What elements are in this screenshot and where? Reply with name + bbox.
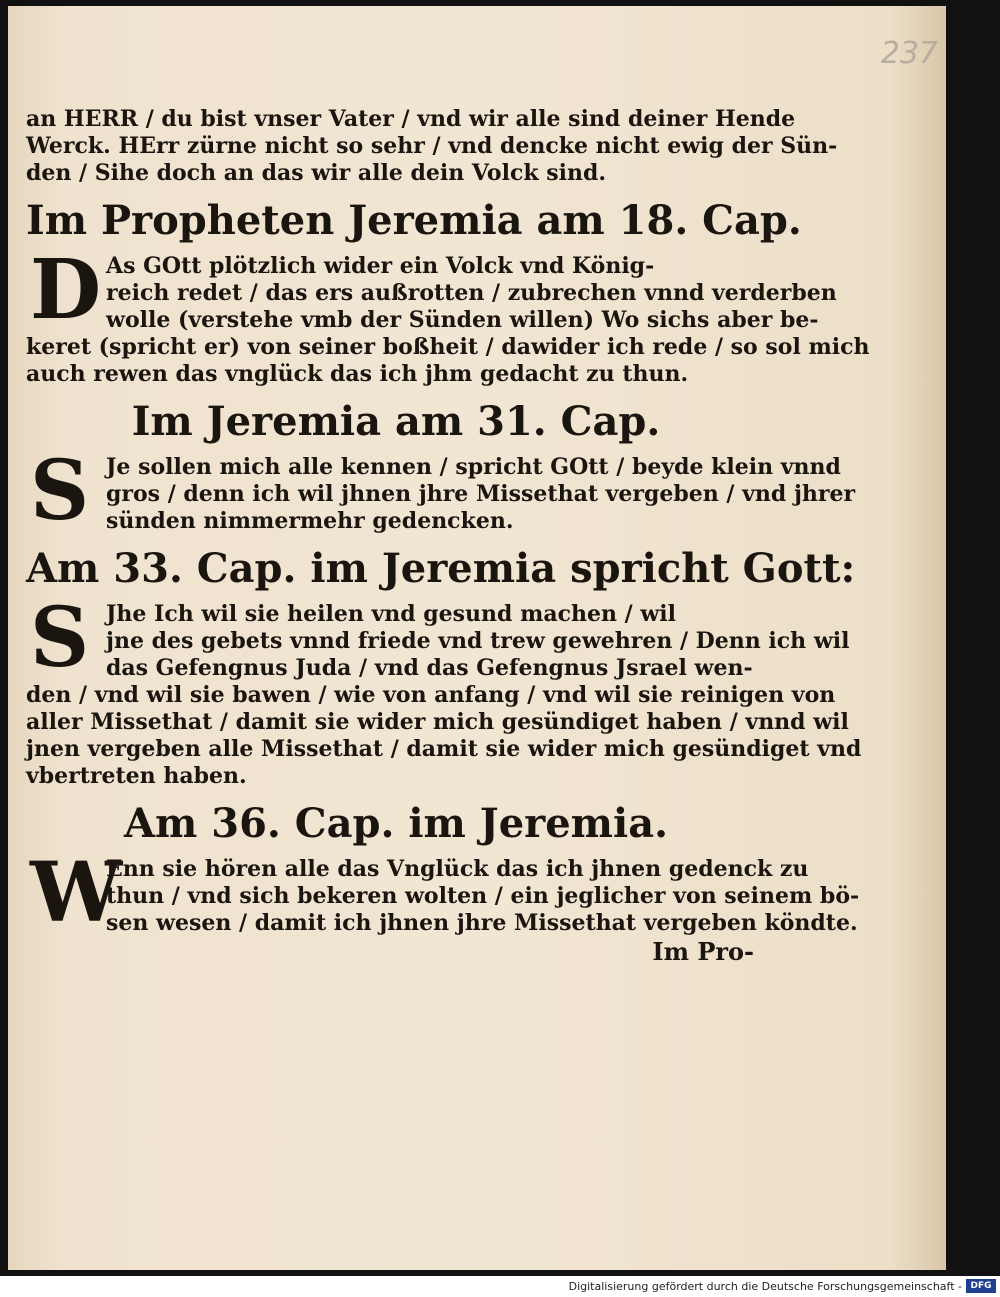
section-paragraph [26,590,862,790]
text-line: wolle (verstehe vmb der Sünden willen) Wo sichs aber be- [106,307,819,333]
section-heading: Im Jeremia am 31. Cap. [131,398,661,445]
text-line: jnen vergeben alle Missethat / damit sie wider mich gesündiget vnd [26,736,862,762]
section-paragraph [26,242,870,388]
drop-cap: S [30,443,90,539]
text-line: Jhe Ich wil sie heilen vnd gesund machen / wil [106,601,677,627]
text-line: an HERR / du bist vnser Vater / vnd wir alle sind deiner Hende [26,106,796,132]
section-paragraph [26,443,856,539]
text-line: thun / vnd sich bekeren wolten / ein jeglicher von seinem bö- [106,883,860,909]
text-line: Enn sie hören alle das Vnglück das ich jhnen gedenck zu [106,856,809,882]
drop-cap: W [30,845,123,941]
dfg-logo-icon[interactable]: DFG [966,1279,996,1293]
text-line: Je sollen mich alle kennen / spricht GOtt / beyde klein vnnd [106,454,841,480]
text-line: reich redet / das ers außrotten / zubrechen vnnd verderben [106,280,837,306]
footer-credit: Digitalisierung gefördert durch die Deutsche Forschungsgemeinschaft - [568,1280,962,1293]
text-line: aller Missethat / damit sie wider mich gesündiget haben / vnnd wil [26,709,849,735]
drop-cap: D [30,242,102,338]
section-paragraph [26,845,860,941]
text-line: den / vnd wil sie bawen / wie von anfang / vnd wil sie reinigen von [26,682,836,708]
page-text [26,106,870,967]
section-heading: Im Propheten Jeremia am 18. Cap. [26,197,802,244]
text-line: keret (spricht er) von seiner boßheit / dawider ich rede / so sol mich [26,334,870,360]
text-line: jne des gebets vnnd friede vnd trew gewehren / Denn ich wil [106,628,850,654]
text-line: auch rewen das vnglück das ich jhm gedacht zu thun. [26,361,689,387]
section-heading: Am 36. Cap. im Jeremia. [123,800,669,847]
opening-paragraph [26,106,838,187]
catchword: Im Pro- [652,937,754,966]
text-line: As GOtt plötzlich wider ein Volck vnd König- [106,253,655,279]
text-line: den / Sihe doch an das wir alle dein Volck sind. [26,160,607,186]
text-line: sünden nimmermehr gedencken. [106,508,514,534]
page-number: 237 [880,36,938,71]
drop-cap: S [30,590,90,686]
footer-bar [0,1276,1000,1297]
text-line: das Gefengnus Juda / vnd das Gefengnus Jsrael wen- [106,655,753,681]
text-line: Werck. HErr zürne nicht so sehr / vnd dencke nicht ewig der Sün- [26,133,838,159]
text-line: vbertreten haben. [26,763,247,789]
text-line: gros / denn ich wil jhnen jhre Missethat vergeben / vnd jhrer [106,481,856,507]
book-page [8,6,946,1270]
section-heading: Am 33. Cap. im Jeremia spricht Gott: [26,545,856,592]
text-line: sen wesen / damit ich jhnen jhre Missethat vergeben köndte. [106,910,858,936]
